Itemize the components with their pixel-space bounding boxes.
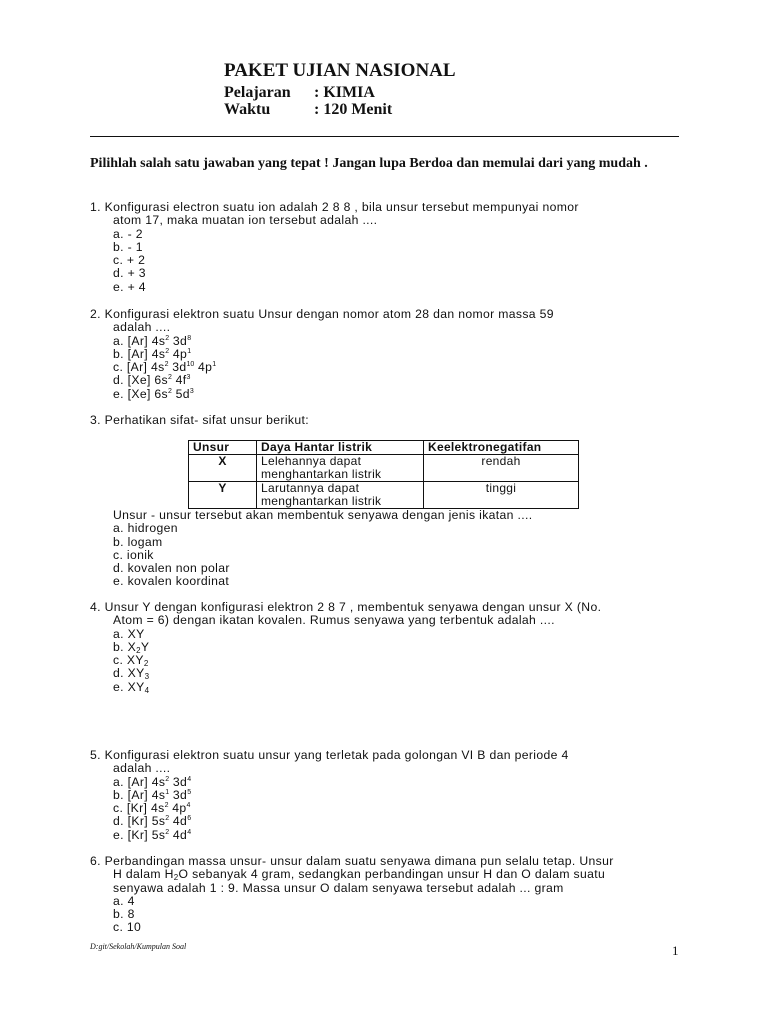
instruction-text: Pilihlah salah satu jawaban yang tepat ! Jangan lupa Berdoa dan memulai dari yang mudah . [90,156,648,171]
option-b: b. $X_2Y$ [113,639,150,655]
table-cell: tinggi [424,482,579,509]
time-label: Waktu [224,101,271,118]
question-4 [90,601,601,694]
question-5-text: 5. Konfigurasi elektron suatu unsur yang terletak pada golongan VI B dan periode 4 [90,748,569,762]
question-3-text-cont: Unsur - unsur tersebut akan membentuk senyawa dengan jenis ikatan .... [113,508,533,522]
question-4-text-cont: Atom = 6) dengan ikatan kovalen. Rumus senyawa yang terbentuk adalah .... [113,613,555,628]
option-d: d. + 3 [113,266,146,281]
option-c: c. [Kr] $4s^2$ $4p^4$ [113,801,191,816]
table-header: Keelektronegatifan [424,441,579,455]
header-divider [90,136,679,137]
option-e: e. [Kr] $5s^2$ $4d^4$ [113,827,192,842]
question-5 [90,749,569,842]
subject-label: Pelajaran [224,84,291,101]
question-2 [90,308,554,401]
question-6-text-cont: H dalam $H_2O$ sebanyak 4 gram, sedangkan perbandingan unsur H dan O dalam suatu [113,867,606,883]
table-cell: Y [189,482,257,509]
question-6-text: 6. Perbandingan massa unsur- unsur dalam suatu senyawa dimana pun selalu tetap. Unsur [90,854,614,868]
option-c: c. 10 [113,920,142,935]
table-header: Unsur [189,441,257,455]
table-cell: Larutannya dapat menghantarkan listrik [257,482,424,509]
page-number: 1 [672,943,679,958]
question-2-text: 2. Konfigurasi elektron suatu Unsur dengan nomor atom 28 dan nomor massa 59 [90,307,554,321]
table-cell: Lelehannya dapat menghantarkan listrik [257,455,424,482]
option-e: e. $XY_4$ [113,679,150,695]
option-a: a. hidrogen [113,521,178,536]
table-cell: rendah [424,455,579,482]
question-3-continuation [90,509,532,589]
question-4-text: 4. Unsur Y dengan konfigurasi elektron 2 8 7 , membentuk senyawa dengan unsur X (No. [90,600,602,614]
option-d: d. $XY_3$ [113,666,150,682]
table-header-row [189,441,579,455]
option-b: b. logam [113,534,163,549]
table-row [189,482,579,509]
question-3-text: 3. Perhatikan sifat- sifat unsur berikut: [90,413,309,427]
option-c: c. + 2 [113,253,146,268]
question-1-text: 1. Konfigurasi electron suatu ion adalah 2 8 8 , bila unsur tersebut mempunyai nomor [90,200,579,214]
option-b: b. - 1 [113,239,143,254]
option-a: a. - 2 [113,226,143,241]
option-a: a. [Ar] $4s^2$ $3d^8$ [113,333,192,348]
option-c: c. ionik [113,547,154,562]
time-value: : 120 Menit [314,101,393,118]
table-row [189,455,579,482]
option-b: b. 8 [113,907,135,922]
question-2-text-cont: adalah .... [113,320,171,335]
option-e: e. + 4 [113,279,146,294]
page-title: PAKET UJIAN NASIONAL [224,60,456,81]
option-d: d. [Kr] $5s^2$ $4d^6$ [113,814,192,829]
question-3 [90,414,309,427]
subject-value: : KIMIA [314,84,375,101]
question-5-text-cont: adalah .... [113,761,171,776]
question-1-text-cont: atom 17, maka muatan ion tersebut adalah .... [113,213,378,228]
question-6 [90,855,614,935]
option-c: c. $XY_2$ [113,653,149,669]
option-e: e. kovalen koordinat [113,574,230,589]
question-6-text-cont: senyawa adalah 1 : 9. Massa unsur O dalam senyawa tersebut adalah ... gram [113,880,564,895]
option-a: a. [Ar] $4s^2$ $3d^4$ [113,774,192,789]
properties-table [188,440,579,509]
subject-row [224,84,375,102]
option-e: e. [Xe] $6s^2$ $5d^3$ [113,386,194,401]
option-a: a. 4 [113,893,135,908]
option-d: d. [Xe] $6s^2$ $4f^3$ [113,373,191,388]
question-1 [90,201,579,294]
footer-file-path: D:git/Sekolah/Kumpulan Soal [90,942,187,951]
option-b: b. [Ar] $4s^2$ $4p^1$ [113,346,192,361]
option-d: d. kovalen non polar [113,561,230,576]
option-a: a. XY [113,626,145,641]
table-header: Daya Hantar listrik [257,441,424,455]
table-cell: X [189,455,257,482]
option-b: b. [Ar] $4s^1$ $3d^5$ [113,787,192,802]
time-row [224,101,392,119]
option-c: c. [Ar] $4s^2$ $3d^{10}$ $4p^1$ [113,360,217,375]
